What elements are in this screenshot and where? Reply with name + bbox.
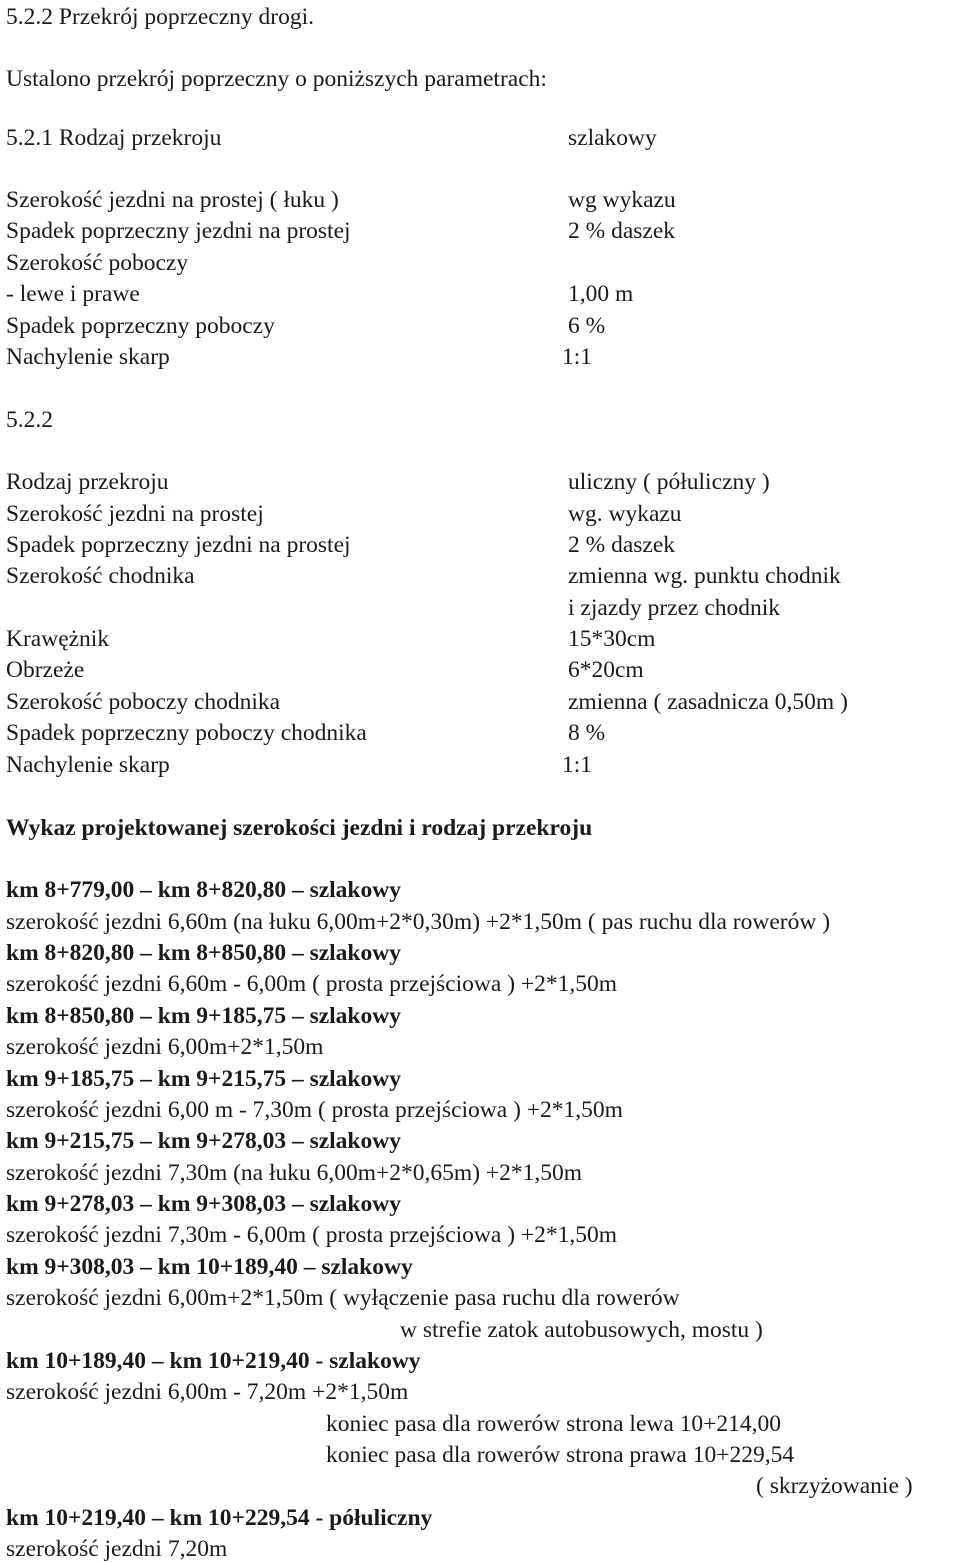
width-description: szerokość jezdni 7,30m (na łuku 6,00m+2*0,65m) +2*1,50m [6,1160,583,1186]
s1-value: szlakowy [568,125,657,151]
s1-label: Szerokość jezdni na prostej ( łuku ) [6,187,339,213]
s2-label: Obrzeże [6,657,85,683]
s2-label: Szerokość jezdni na prostej [6,501,264,527]
bike-lane-end-note: koniec pasa dla rowerów strona lewa 10+214,00 [326,1411,782,1437]
s2-label: Szerokość poboczy chodnika [6,689,281,715]
s2-value: i zjazdy przez chodnik [568,595,781,621]
intro-text: Ustalono przekrój poprzeczny o poniższych parametrach: [6,66,547,92]
s2-label: Nachylenie skarp [6,752,170,778]
s1-value: wg wykazu [568,187,676,213]
s2-value: 8 % [568,720,606,746]
km-range: km 10+219,40 – km 10+229,54 - półuliczny [6,1505,433,1531]
s2-value: 2 % daszek [568,532,676,558]
s2-label: Spadek poprzeczny jezdni na prostej [6,532,351,558]
s2-label: Rodzaj przekroju [6,469,169,495]
s2-number: 5.2.2 [6,407,53,433]
width-description-continued: w strefie zatok autobusowych, mostu ) [400,1317,763,1343]
km-range: km 8+850,80 – km 9+185,75 – szlakowy [6,1003,401,1029]
width-description: szerokość jezdni 6,00 m - 7,30m ( prosta przejściowa ) +2*1,50m [6,1097,623,1123]
s1-value: 6 % [568,313,606,339]
km-range: km 10+189,40 – km 10+219,40 - szlakowy [6,1348,421,1374]
s1-value: 2 % daszek [568,218,676,244]
s1-label: Szerokość poboczy [6,250,189,276]
s2-value: 1:1 [562,752,593,778]
s1-label: - lewe i prawe [6,281,140,307]
s2-value: zmienna wg. punktu chodnik [568,563,841,589]
width-description: szerokość jezdni 7,30m - 6,00m ( prosta przejściowa ) +2*1,50m [6,1222,618,1248]
bike-lane-end-note: koniec pasa dla rowerów strona prawa 10+229,54 [326,1442,795,1468]
km-range: km 9+278,03 – km 9+308,03 – szlakowy [6,1191,401,1217]
s2-value: uliczny ( półuliczny ) [568,469,770,495]
km-range: km 8+820,80 – km 8+850,80 – szlakowy [6,940,401,966]
s2-label: Spadek poprzeczny poboczy chodnika [6,720,367,746]
width-description: szerokość jezdni 7,20m [6,1536,228,1562]
km-range: km 9+308,03 – km 10+189,40 – szlakowy [6,1254,413,1280]
s2-label: Krawężnik [6,626,110,652]
km-range: km 9+185,75 – km 9+215,75 – szlakowy [6,1066,401,1092]
km-range: km 9+215,75 – km 9+278,03 – szlakowy [6,1128,401,1154]
width-description: szerokość jezdni 6,60m - 6,00m ( prosta przejściowa ) +2*1,50m [6,971,618,997]
s2-value: wg. wykazu [568,501,682,527]
s2-value: 15*30cm [568,626,656,652]
s2-value: 6*20cm [568,657,644,683]
section-heading: 5.2.2 Przekrój poprzeczny drogi. [6,4,315,30]
width-description: szerokość jezdni 6,00m+2*1,50m [6,1034,324,1060]
intersection-note: ( skrzyżowanie ) [756,1473,913,1499]
s1-label: 5.2.1 Rodzaj przekroju [6,125,222,151]
s2-label: Szerokość chodnika [6,563,195,589]
s1-label: Spadek poprzeczny jezdni na prostej [6,218,351,244]
width-description: szerokość jezdni 6,60m (na łuku 6,00m+2*0,30m) +2*1,50m ( pas ruchu dla rowerów ) [6,909,831,935]
width-description: szerokość jezdni 6,00m+2*1,50m ( wyłączenie pasa ruchu dla rowerów [6,1285,680,1311]
s2-value: zmienna ( zasadnicza 0,50m ) [568,689,848,715]
s1-label: Spadek poprzeczny poboczy [6,313,275,339]
s1-label: Nachylenie skarp [6,344,170,370]
s1-value: 1,00 m [568,281,634,307]
wykaz-title: Wykaz projektowanej szerokości jezdni i rodzaj przekroju [6,815,593,841]
s1-value: 1:1 [562,344,593,370]
km-range: km 8+779,00 – km 8+820,80 – szlakowy [6,877,401,903]
width-description: szerokość jezdni 6,00m - 7,20m +2*1,50m [6,1379,409,1405]
